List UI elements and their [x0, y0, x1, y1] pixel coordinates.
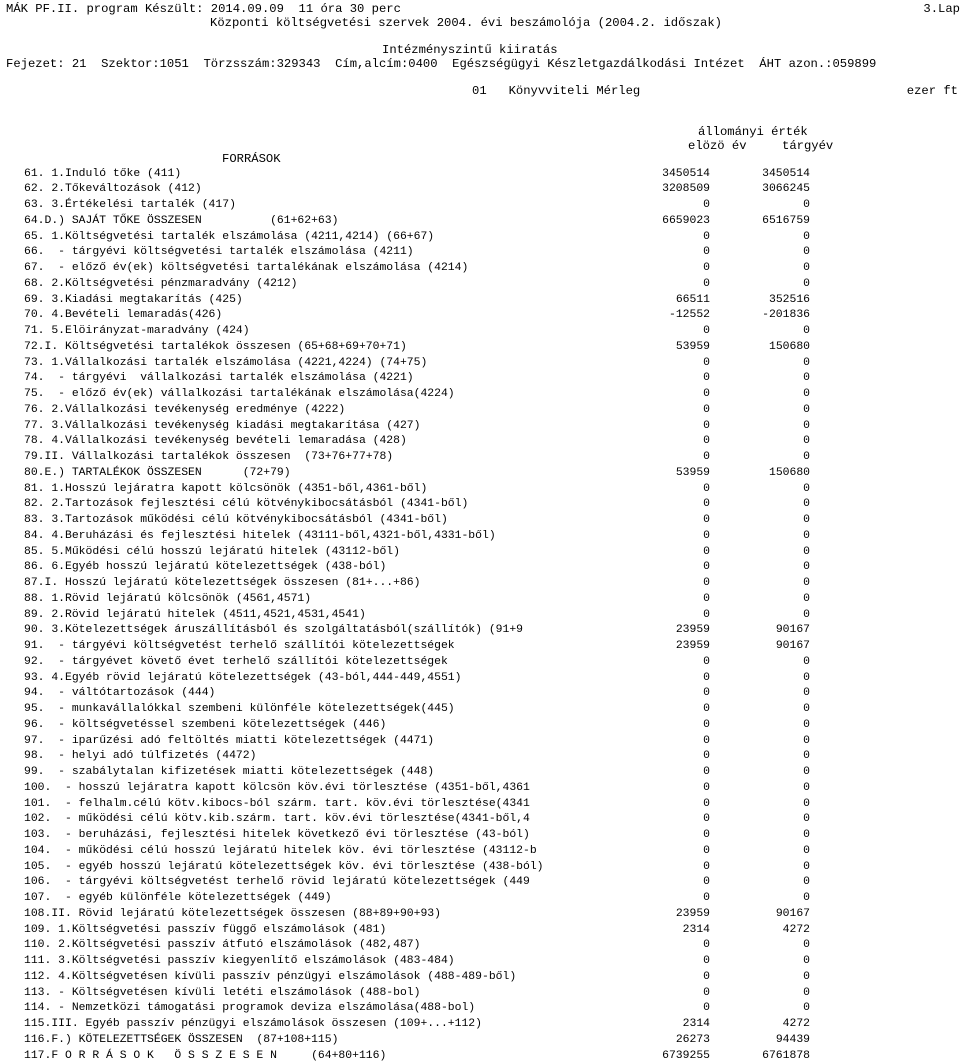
table-row [0, 465, 960, 481]
table-row [0, 449, 960, 465]
row-value-prev-year: 0 [703, 262, 710, 274]
table-row [0, 370, 960, 386]
row-value-prev-year: 0 [703, 655, 710, 668]
row-value-prev-year: 0 [703, 939, 710, 952]
row-label: 83. 3.Tartozások működési célú kötvénykibocsátásból (4341-ből) [24, 514, 448, 526]
row-value-current-year: 0 [803, 262, 810, 274]
row-value-prev-year: 0 [703, 766, 710, 778]
row-value-prev-year: 0 [703, 718, 710, 731]
table-row [0, 748, 960, 764]
row-value-current-year: 6761878 [762, 1049, 810, 1062]
row-label: 110. 2.Költségvetési passzív átfutó elszámolások (482,487) [24, 939, 421, 952]
row-value-prev-year: 6659023 [662, 214, 710, 227]
row-value-prev-year: 0 [703, 199, 710, 211]
table-row [0, 622, 960, 638]
table-row [0, 953, 960, 969]
row-value-prev-year: 0 [703, 561, 710, 574]
row-value-current-year: 90167 [775, 907, 810, 920]
table-row [0, 496, 960, 512]
row-value-prev-year: 0 [703, 844, 710, 857]
table-row [0, 559, 960, 575]
row-label: 88. 1.Rövid lejáratú kölcsönök (4561,4571) [24, 592, 312, 605]
table-row [0, 811, 960, 827]
row-label: 63. 3.Értékelési tartalék (417) [24, 199, 236, 211]
row-value-prev-year: 0 [703, 797, 710, 810]
row-label: 78. 4.Vállalkozási tevékenység bevételi lemaradása (428) [24, 435, 407, 448]
row-value-current-year: 90167 [775, 640, 810, 652]
row-value-current-year: 0 [803, 403, 810, 416]
row-value-prev-year: 0 [703, 388, 710, 400]
table-row [0, 890, 960, 906]
row-value-current-year: 0 [803, 388, 810, 400]
row-value-current-year: 0 [803, 844, 810, 857]
row-value-prev-year: 0 [703, 813, 710, 826]
table-row [0, 937, 960, 953]
row-label: 92. - tárgyévet követő évet terhelő szállítói kötelezettségek [24, 655, 448, 668]
row-label: 89. 2.Rövid lejáratú hitelek (4511,4521,4531,4541) [24, 608, 366, 621]
table-row [0, 591, 960, 607]
table-row [0, 276, 960, 292]
table-row [0, 418, 960, 434]
row-value-current-year: 0 [803, 199, 810, 211]
row-value-prev-year: 0 [703, 419, 710, 432]
row-value-prev-year: 0 [703, 325, 710, 337]
report-header-left: MÁK PF.II. program Készült: 2014.09.09 11 óra 30 perc [6, 2, 401, 16]
row-value-current-year: 0 [803, 451, 810, 463]
row-value-current-year: 352516 [768, 293, 810, 306]
row-label: 72.I. Költségvetési tartalékok összesen (65+68+69+70+71) [24, 340, 407, 353]
row-label: 69. 3.Kiadási megtakarítás (425) [24, 293, 243, 306]
row-label: 77. 3.Vállalkozási tevékenység kiadási megtakarítása (427) [24, 419, 421, 432]
table-row [0, 764, 960, 780]
row-value-prev-year: -12552 [668, 309, 710, 322]
row-value-prev-year: 23959 [675, 624, 710, 637]
row-label: 105. - egyéb hosszú lejáratú kötelezettségek köv. évi törlesztése (438-ból) [24, 860, 544, 873]
row-value-prev-year: 0 [703, 671, 710, 684]
table-row [0, 985, 960, 1001]
row-value-current-year: 0 [803, 498, 810, 511]
row-value-current-year: 0 [803, 1002, 810, 1015]
table-row [0, 197, 960, 213]
table-row [0, 1032, 960, 1048]
row-label: 80.E.) TARTALÉKOK ÖSSZESEN (72+79) [24, 466, 291, 479]
row-value-prev-year: 0 [703, 356, 710, 369]
row-label: 94. - váltótartozások (444) [24, 687, 216, 700]
row-value-current-year: 0 [803, 529, 810, 542]
row-label: 84. 4.Beruházási és fejlesztési hitelek (43111-ből,4321-ből,4331-ből) [24, 529, 496, 542]
row-label: 61. 1.Induló tőke (411) [24, 167, 182, 180]
row-label: 81. 1.Hosszú lejáratra kapott kölcsönök (4351-ből,4361-ből) [24, 482, 428, 495]
row-label: 79.II. Vállalkozási tartalékok összesen (73+76+77+78) [24, 451, 394, 463]
row-value-prev-year: 0 [703, 577, 710, 589]
row-label: 90. 3.Kötelezettségek áruszállításból és szolgáltatásból(szállítók) (91+9 [24, 624, 523, 637]
row-value-prev-year: 0 [703, 1002, 710, 1015]
row-value-prev-year: 53959 [675, 466, 710, 479]
row-label: 71. 5.Elöirányzat-maradvány (424) [24, 325, 250, 337]
row-value-prev-year: 0 [703, 970, 710, 983]
row-value-current-year: 0 [803, 482, 810, 495]
row-label: 99. - szabálytalan kifizetések miatti kötelezettségek (448) [24, 766, 435, 778]
row-label: 101. - felhalm.célú kötv.kibocs-ból szárm. tart. köv.évi törlesztése(4341 [24, 797, 530, 810]
table-row [0, 1016, 960, 1032]
row-value-current-year: 0 [803, 970, 810, 983]
row-label: 117.F O R R Á S O K Ö S S Z E S E N (64+80+116) [24, 1049, 387, 1062]
row-value-current-year: 0 [803, 435, 810, 448]
row-value-current-year: 0 [803, 766, 810, 778]
row-value-current-year: 0 [803, 514, 810, 526]
table-row [0, 638, 960, 654]
table-row [0, 166, 960, 182]
row-value-current-year: 0 [803, 734, 810, 747]
row-value-current-year: 0 [803, 687, 810, 700]
row-value-prev-year: 0 [703, 545, 710, 558]
row-value-current-year: 0 [803, 577, 810, 589]
row-label: 100. - hosszú lejáratra kapott kölcsön köv.évi törlesztése (4351-ből,4361 [24, 781, 530, 794]
row-value-prev-year: 0 [703, 403, 710, 416]
row-value-current-year: 3450514 [762, 167, 810, 180]
row-label: 67. - előző év(ek) költségvetési tartalékának elszámolása (4214) [24, 262, 469, 274]
row-label: 76. 2.Vállalkozási tevékenység eredménye (4222) [24, 403, 346, 416]
column-header-prev-year: elözö év [688, 139, 747, 153]
row-label: 104. - működési célú hosszú lejáratú hitelek köv. évi törlesztése (43112-b [24, 844, 537, 857]
table-row [0, 229, 960, 245]
table-row [0, 433, 960, 449]
row-value-prev-year: 0 [703, 986, 710, 999]
row-value-prev-year: 0 [703, 246, 710, 259]
report-level: Intézményszintű kiiratás [382, 43, 558, 57]
row-label: 108.II. Rövid lejáratú kötelezettségek összesen (88+89+90+93) [24, 907, 441, 920]
table-row [0, 481, 960, 497]
row-value-prev-year: 23959 [675, 907, 710, 920]
row-label: 85. 5.Működési célú hosszú lejáratú hitelek (43112-ből) [24, 545, 400, 558]
row-value-prev-year: 0 [703, 514, 710, 526]
table-row [0, 528, 960, 544]
row-value-current-year: 0 [803, 655, 810, 668]
row-value-prev-year: 0 [703, 230, 710, 243]
page-number: 3.Lap [923, 2, 960, 16]
row-value-prev-year: 0 [703, 892, 710, 904]
row-value-prev-year: 26273 [675, 1033, 710, 1046]
row-label: 96. - költségvetéssel szembeni kötelezettségek (446) [24, 718, 387, 731]
row-value-current-year: 90167 [775, 624, 810, 637]
row-label: 114. - Nemzetközi támogatási programok deviza elszámolása(488-bol) [24, 1002, 476, 1015]
table-row [0, 307, 960, 323]
row-value-prev-year: 0 [703, 750, 710, 763]
row-value-current-year: 4272 [782, 923, 810, 936]
table-row [0, 670, 960, 686]
row-value-current-year: 0 [803, 545, 810, 558]
row-value-prev-year: 0 [703, 372, 710, 385]
table-row [0, 607, 960, 623]
table-row [0, 859, 960, 875]
row-value-current-year: 4272 [782, 1018, 810, 1030]
row-label: 91. - tárgyévi költségvetést terhelő szállítói kötelezettségek [24, 640, 455, 652]
row-value-prev-year: 3208509 [662, 183, 710, 196]
row-label: 93. 4.Egyéb rövid lejáratú kötelezettségek (43-ból,444-449,4551) [24, 671, 462, 684]
table-row [0, 544, 960, 560]
table-row [0, 355, 960, 371]
row-value-prev-year: 0 [703, 955, 710, 967]
row-label: 87.I. Hosszú lejáratú kötelezettségek összesen (81+...+86) [24, 577, 421, 589]
row-value-current-year: 94439 [775, 1033, 810, 1046]
row-label: 107. - egyéb különféle kötelezettségek (449) [24, 892, 332, 904]
row-label: 64.D.) SAJÁT TŐKE ÖSSZESEN (61+62+63) [24, 214, 339, 227]
row-value-current-year: 6516759 [762, 214, 810, 227]
table-row [0, 796, 960, 812]
row-value-current-year: 0 [803, 608, 810, 621]
row-value-current-year: 0 [803, 797, 810, 810]
row-value-prev-year: 0 [703, 498, 710, 511]
row-value-current-year: 0 [803, 876, 810, 889]
table-row [0, 402, 960, 418]
row-value-prev-year: 2314 [682, 923, 710, 936]
row-value-prev-year: 0 [703, 703, 710, 715]
row-value-current-year: 0 [803, 892, 810, 904]
report-subtitle: Központi költségvetési szervek 2004. évi beszámolója (2004.2. időszak) [210, 16, 722, 30]
table-row [0, 386, 960, 402]
row-value-current-year: 0 [803, 750, 810, 763]
table-row [0, 244, 960, 260]
row-value-prev-year: 0 [703, 860, 710, 873]
row-value-current-year: -201836 [762, 309, 810, 322]
row-value-current-year: 0 [803, 356, 810, 369]
table-row [0, 181, 960, 197]
row-value-current-year: 0 [803, 230, 810, 243]
table-row [0, 733, 960, 749]
row-value-prev-year: 0 [703, 529, 710, 542]
row-label: 112. 4.Költségvetésen kívüli passzív pénzügyi elszámolások (488-489-ből) [24, 970, 517, 983]
column-header-current-year: tárgyév [782, 139, 834, 153]
row-value-prev-year: 23959 [675, 640, 710, 652]
table-row [0, 780, 960, 796]
row-label: 109. 1.Költségvetési passzív függő elszámolások (481) [24, 923, 387, 936]
row-label: 106. - tárgyévi költségvetést terhelő rövid lejáratú kötelezettségek (449 [24, 876, 530, 889]
table-row [0, 1048, 960, 1064]
row-label: 68. 2.Költségvetési pénzmaradvány (4212) [24, 277, 298, 290]
table-row [0, 827, 960, 843]
row-value-prev-year: 0 [703, 781, 710, 794]
row-value-prev-year: 0 [703, 277, 710, 290]
row-value-prev-year: 2314 [682, 1018, 710, 1030]
row-value-current-year: 0 [803, 277, 810, 290]
row-value-current-year: 0 [803, 813, 810, 826]
row-label: 97. - iparűzési adó feltöltés miatti kötelezettségek (4471) [24, 734, 435, 747]
row-value-current-year: 0 [803, 860, 810, 873]
row-value-current-year: 0 [803, 939, 810, 952]
row-value-prev-year: 0 [703, 829, 710, 841]
row-label: 70. 4.Bevételi lemaradás(426) [24, 309, 223, 322]
table-row [0, 292, 960, 308]
table-row [0, 701, 960, 717]
row-value-current-year: 150680 [768, 466, 810, 479]
row-value-current-year: 0 [803, 986, 810, 999]
row-value-current-year: 3066245 [762, 183, 810, 196]
row-value-current-year: 0 [803, 703, 810, 715]
row-label: 98. - helyi adó túlfizetés (4472) [24, 750, 257, 763]
table-row [0, 906, 960, 922]
row-value-current-year: 0 [803, 781, 810, 794]
row-label: 74. - tárgyévi vállalkozási tartalék elszámolása (4221) [24, 372, 414, 385]
row-value-prev-year: 3450514 [662, 167, 710, 180]
report-info-line: Fejezet: 21 Szektor:1051 Törzsszám:329343 Cím,alcím:0400 Egészségügyi Készletgazdálkodási Intézet ÁHT azon.:059899 [6, 57, 877, 71]
row-value-current-year: 0 [803, 419, 810, 432]
unit-label: ezer ft [906, 84, 958, 98]
row-value-prev-year: 0 [703, 592, 710, 605]
table-row [0, 1000, 960, 1016]
table-row [0, 575, 960, 591]
row-label: 86. 6.Egyéb hosszú lejáratú kötelezettségek (438-ból) [24, 561, 387, 574]
row-value-prev-year: 53959 [675, 340, 710, 353]
table-row [0, 339, 960, 355]
row-value-prev-year: 6739255 [662, 1049, 710, 1062]
row-label: 102. - működési célú kötv.kib.szárm. tart. köv.évi törlesztése(4341-ből,4 [24, 813, 530, 826]
row-value-current-year: 0 [803, 955, 810, 967]
table-row [0, 717, 960, 733]
table-row [0, 512, 960, 528]
row-label: 82. 2.Tartozások fejlesztési célú kötvénykibocsátásból (4341-ből) [24, 498, 469, 511]
row-value-current-year: 0 [803, 325, 810, 337]
row-label: 111. 3.Költségvetési passzív kiegyenlítő elszámolások (483-484) [24, 955, 455, 967]
row-value-current-year: 0 [803, 718, 810, 731]
row-label: 115.III. Egyéb passzív pénzügyi elszámolások összesen (109+...+112) [24, 1018, 482, 1030]
row-value-current-year: 150680 [768, 340, 810, 353]
table-row [0, 213, 960, 229]
row-value-current-year: 0 [803, 561, 810, 574]
row-label: 75. - előző év(ek) vállalkozási tartalékának elszámolása(4224) [24, 388, 455, 400]
report-name: 01 Könyvviteli Mérleg [472, 84, 641, 98]
row-label: 73. 1.Vállalkozási tartalék elszámolása (4221,4224) (74+75) [24, 356, 428, 369]
table-row [0, 685, 960, 701]
row-value-current-year: 0 [803, 372, 810, 385]
row-value-current-year: 0 [803, 829, 810, 841]
row-value-current-year: 0 [803, 592, 810, 605]
row-value-prev-year: 0 [703, 876, 710, 889]
row-label: 113. - Költségvetésen kívüli letéti elszámolások (488-bol) [24, 986, 421, 999]
row-value-prev-year: 0 [703, 451, 710, 463]
row-value-prev-year: 66511 [675, 293, 710, 306]
row-value-prev-year: 0 [703, 435, 710, 448]
table-row [0, 654, 960, 670]
table-row [0, 260, 960, 276]
row-label: 116.F.) KÖTELEZETTSÉGEK ÖSSZESEN (87+108+115) [24, 1033, 339, 1046]
table-row [0, 874, 960, 890]
row-label: 95. - munkavállalókkal szembeni különféle kötelezettségek(445) [24, 703, 455, 715]
row-value-current-year: 0 [803, 671, 810, 684]
table-row [0, 969, 960, 985]
row-value-prev-year: 0 [703, 734, 710, 747]
row-label: 62. 2.Tőkeváltozások (412) [24, 183, 202, 196]
column-group-header: állományi érték [698, 125, 808, 139]
table-row [0, 922, 960, 938]
row-value-prev-year: 0 [703, 608, 710, 621]
row-value-current-year: 0 [803, 246, 810, 259]
section-title: FORRÁSOK [222, 152, 281, 166]
table-row [0, 843, 960, 859]
row-label: 65. 1.Költségvetési tartalék elszámolása (4211,4214) (66+67) [24, 230, 435, 243]
row-label: 66. - tárgyévi költségvetési tartalék elszámolása (4211) [24, 246, 414, 259]
row-value-prev-year: 0 [703, 687, 710, 700]
table-row [0, 323, 960, 339]
row-label: 103. - beruházási, fejlesztési hitelek következő évi törlesztése (43-ból) [24, 829, 530, 841]
row-value-prev-year: 0 [703, 482, 710, 495]
